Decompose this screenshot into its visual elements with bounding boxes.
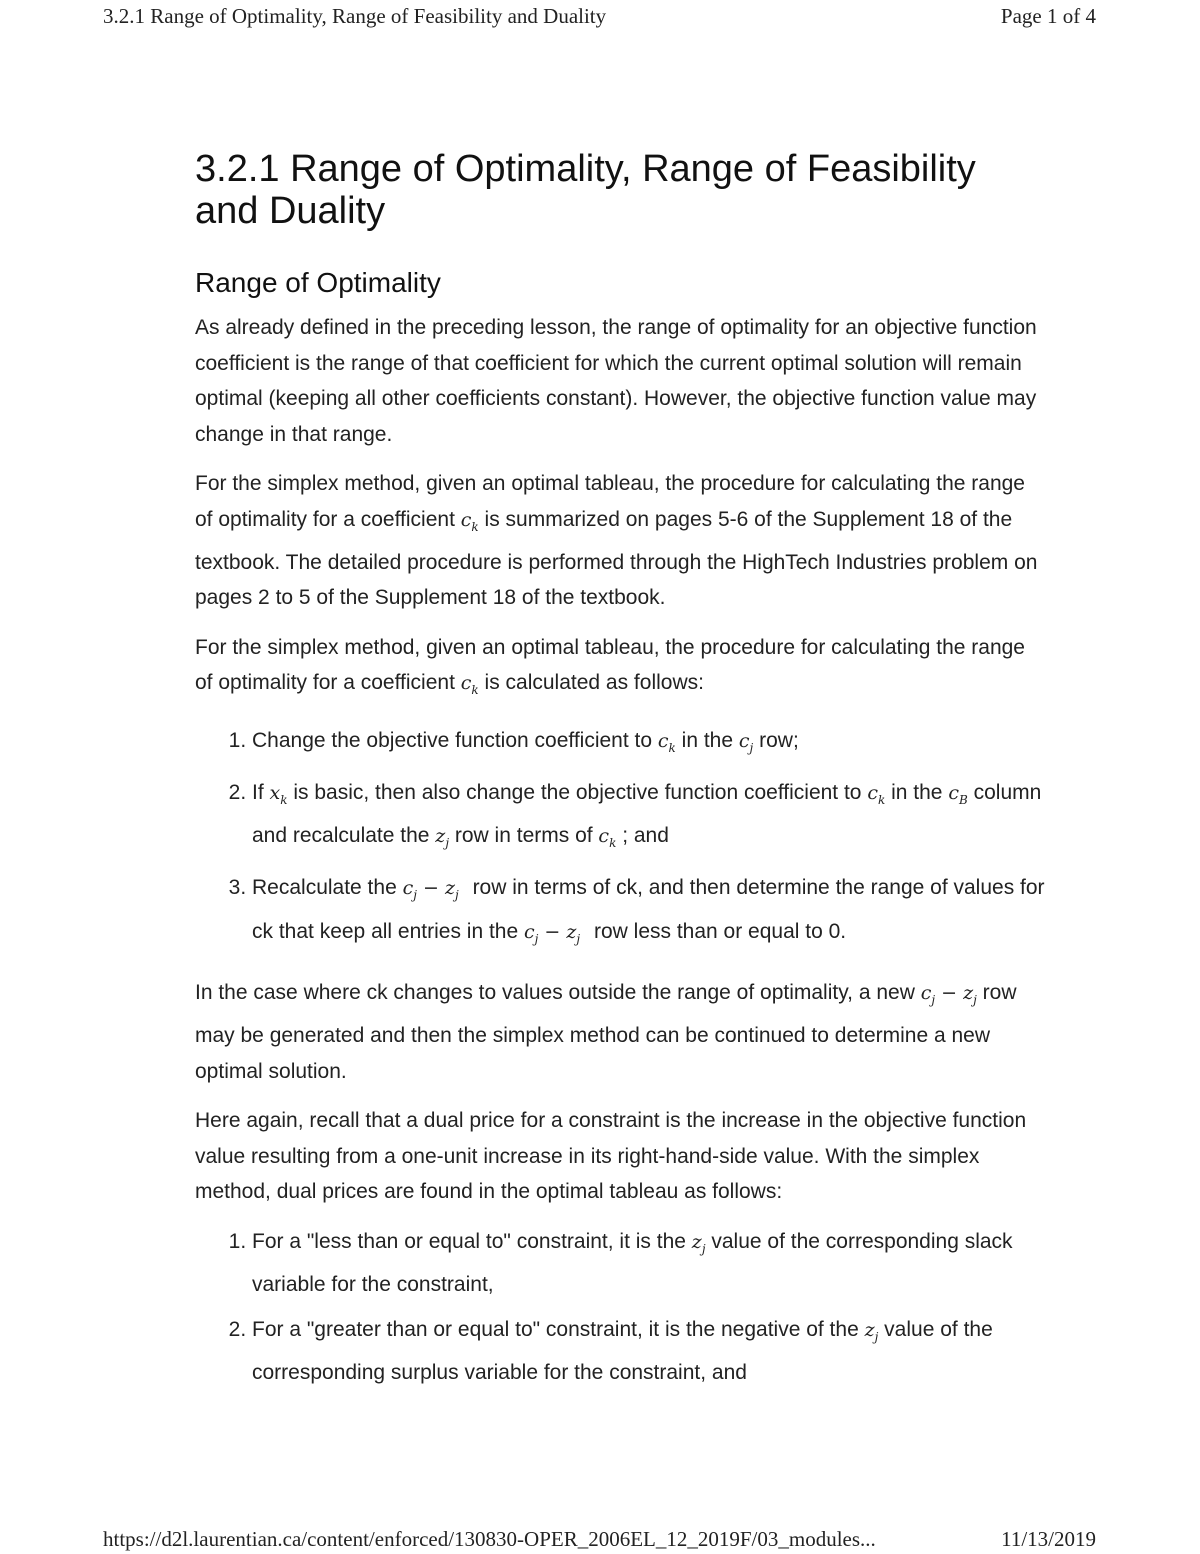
print-header-title: 3.2.1 Range of Optimality, Range of Feasibility and Duality: [103, 3, 607, 28]
list-item: 3. Recalculate the $c_j - z_j$ row in terms of ck, and then determine the range of values for ck that keep all entries in the $c_j - z_j$ row less than or equal to 0.: [252, 870, 1045, 957]
math-zj: $z_j$: [864, 1318, 879, 1344]
paragraph-definition: As already defined in the preceding lesson, the range of optimality for an objective function coefficient is the range of that coefficient for which the current optimal solution will remain optimal (keeping all other coefficients constant). However, the objective function value may change in that range.: [195, 316, 1037, 446]
math-ck: $c_k$: [867, 781, 886, 807]
math-zj: $z_j$: [435, 825, 450, 850]
math-cj-minus-zj: $c_j - z_j$: [920, 982, 977, 1007]
math-cj: $c_j$: [738, 729, 754, 755]
math-ck: $c_k$: [598, 825, 617, 850]
print-header-page-info: Page 1 of 4: [1000, 3, 1096, 28]
print-footer-url: https://d2l.laurentian.ca/content/enforced/130830-OPER_2006EL_12_2019F/03_modules...: [103, 1526, 876, 1551]
print-footer-date: 11/13/2019: [1001, 1526, 1096, 1551]
math-cj-minus-zj: $c_j - z_j$: [402, 877, 459, 903]
page-title: 3.2.1 Range of Optimality, Range of Feasibility and Duality: [195, 148, 976, 232]
paragraph-procedure-intro: For the simplex method, given an optimal tableau, the procedure for calculating the range of optimality for a coefficient $c_k$ is calculated as follows:: [195, 635, 1025, 698]
list-item: 1. For a "less than or equal to" constraint, it is the $z_j$ value of the corresponding slack variable for the constraint,: [252, 1224, 1045, 1303]
list-item: 2. For a "greater than or equal to" constraint, it is the negative of the $z_j$ value of the corresponding surplus variable for the constraint, and: [252, 1312, 1045, 1391]
list-item: 1. Change the objective function coefficient to $c_k$ in the $c_j$ row;: [252, 723, 1045, 766]
section-heading: Range of Optimality: [195, 267, 441, 298]
print-footer: [103, 1524, 1096, 1554]
paragraph-procedure-reference: For the simplex method, given an optimal tableau, the procedure for calculating the range of optimality for a coefficient $c_k$ is summarized on pages 5-6 of the Supplement 18 of the textbook. The detailed procedure is performed through the HighTech Industries problem on pages 2 to 5 of the Supplement 18 of the textbook.: [195, 472, 1038, 610]
math-cb: $c_B$: [948, 781, 968, 807]
math-cj-minus-zj: $c_j - z_j$: [524, 920, 581, 946]
dual-price-list: [195, 1224, 1045, 1391]
procedure-steps-list: [195, 723, 1045, 957]
math-xk: $x_k$: [269, 781, 288, 807]
paragraph-dual-price: Here again, recall that a dual price for a constraint is the increase in the objective function value resulting from a one-unit increase in its right-hand-side value. With the simplex method, dual prices are found in the optimal tableau as follows:: [195, 1109, 1027, 1204]
math-ck: $c_k$: [460, 672, 479, 698]
list-item: 2. If $x_k$ is basic, then also change the objective function coefficient to $c_k$ in the $c_B$ column and recalculate the $z_j$ row in terms of $c_k$ ; and: [252, 775, 1045, 862]
print-header: [103, 2, 1096, 30]
math-ck: $c_k$: [460, 508, 479, 534]
paragraph-outside-range: In the case where ck changes to values outside the range of optimality, a new $c_j - z_j$ row may be generated and then the simplex method can be continued to determine a new optimal solution.: [195, 981, 1017, 1083]
math-ck: $c_k$: [657, 729, 676, 755]
article: [195, 148, 1045, 1408]
math-zj: $z_j$: [691, 1230, 706, 1256]
